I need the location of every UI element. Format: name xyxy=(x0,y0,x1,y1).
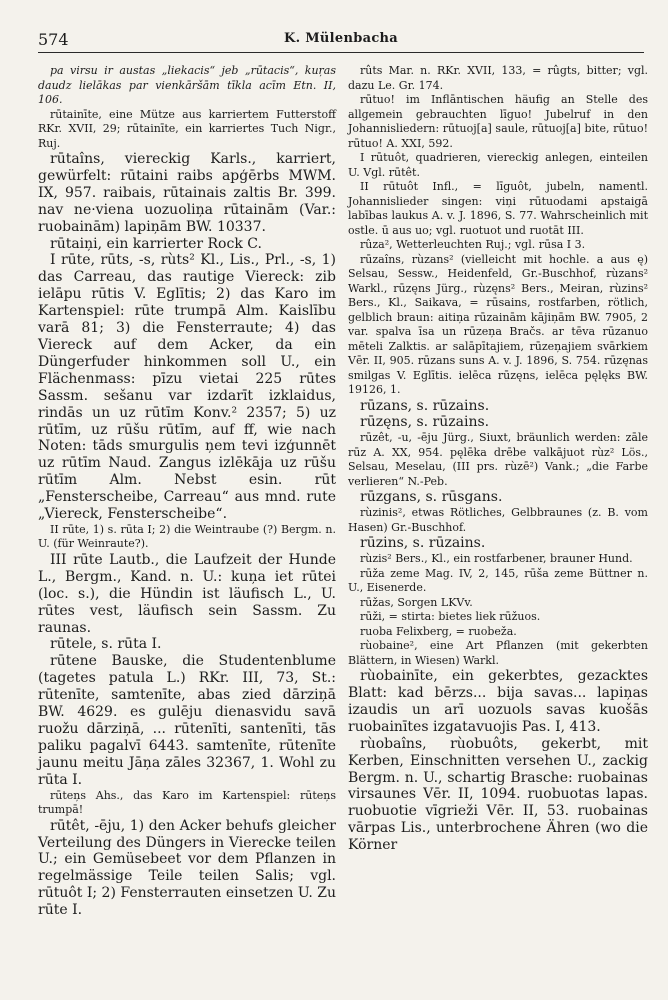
dictionary-entry: rūžas, Sorgen LKVv. xyxy=(360,595,473,609)
dictionary-entry: III rūte Lautb., die Laufzeit der Hunde L., Bergm., Kand. n. U.: kuņa iet rūtei (loc. s.), die Hündin ist läufisch L., U. rūtes vest, läufisch sein Sassm. Zu raunas. xyxy=(38,551,336,636)
page-header xyxy=(38,30,644,58)
dictionary-entry: rūža zeme Mag. IV, 2, 145, rūša zeme Büttner n. U., Eisenerde. xyxy=(348,566,648,595)
dictionary-entry: rūzęns, s. rūzains. xyxy=(360,414,490,431)
dictionary-entry: rūtene Bauske, die Studentenblume (tagetes patula L.) RKr. III, 73, St.: rūtenīte, samtenīte, abas zied dārziņā BW. 4629. es gulēju dienasvidu savā ruožu dārziņā, ... rūtenīti, santenīti, tās paliku pagalvī 6443. samtenīte, rūtenīte jaunu meitu Jāņa zāles 32367, 1. Wohl zu rūta I. xyxy=(38,653,336,788)
dictionary-entry: rūtaîns, viereckig Karls., karriert, gewürfelt: rūtaini raibs apģērbs MWM. IX, 957. raibais, rūtainais zaltis Br. 399. nav ne·viena uozuoliņa rūtainām (Var.: ruobainām) lapiņām BW. 10337. xyxy=(38,151,336,235)
dictionary-entry: I rūte, rūts, -s, rùts² Kl., Lis., Prl., -s, 1) das Carreau, das rautige Viereck: zib ielāpu rūtis V. Eglītis; 2) das Karo im Kartenspiel: rūte trumpā Alm. Kaislību varā 81; 3) die Fensterraute; 4) das Viereck auf dem Acker, da ein Düngerfuder hinkommen soll U., ein Flächenmass: pīzu vietai 225 rūtes Sassm. sešanu var izdarīt izklaidus, rindās un uz rūtīm Konv.² 2357; 5) uz rūtīm, uz rūšu rūtīm, auf ff, wie nach Noten: tāds smurgulis ņem tevi izģunnēt uz rūtīm Naud. Zangus izlēkāja uz rūšu rūtīm Alm. Nebst esin. rūt „Fensterscheibe, Carreau“ aus mnd. rute „Viereck, Fensterscheibe“. xyxy=(38,252,336,523)
dictionary-entry: rûza², Wetterleuchten Ruj.; vgl. rūsa I 3. xyxy=(360,238,586,251)
dictionary-entry: rùobaine², eine Art Pflanzen (mit gekerbten Blättern, in Wiesen) Warkl. xyxy=(348,639,648,667)
dictionary-entry: rùobaîns, rùobuôts, gekerbt, mit Kerben, Einschnitten versehen U., zackig Bergm. n. U., schartig Brasche: ruobainas virsaunes Vēr. II, 1094. ruobuotas lapas. ruobuotie vīgrieži Vēr. II, 53. ruobainas vārpas Lis., unterbrochene Ähren (wo die Körner xyxy=(348,735,648,854)
page-number: 574 xyxy=(38,30,69,49)
dictionary-entry: rūtainīte, eine Mütze aus karriertem Futterstoff RKr. XVII, 29; rūtainīte, ein karriertes Tuch Nigr., Ruj. xyxy=(38,107,336,150)
dictionary-entry: rūzans, s. rūzains. xyxy=(360,397,490,414)
left-column xyxy=(38,64,336,919)
dictionary-entry: rūzins, s. rūzains. xyxy=(360,535,486,552)
dictionary-entry: rūži, = stirta: bietes liek rūžuos. xyxy=(360,610,541,624)
dictionary-entry: rūzaîns, rùzans² (vielleicht mit hochle. a aus ę) Selsau, Sessw., Heidenfeld, Gr.-Buschhof, rùzans² Warkl., rūzęns Jürg., rùzęns² Bers., Meiran, rùzins² Bers., Kl., Saikava, = rūsains, rostfarben, rötlich, gelblich braun: aitiņa rūzainām kājiņām BW. 7905, 2 var. spalva īsa un rūzeņa Bračs. ar tēva rūzanuo mēteli Zalktis. ar salāpītajiem, rūzeņajiem svārkiem Vēr. II, 905. rūzans suns A. v. J. 1896, S. 754. rūzęnas smilgas V. Eglītis. ielēca rūzęns, ielēca pęlęks BW. 19126, 1. xyxy=(348,252,648,396)
header-rule xyxy=(38,52,644,53)
dictionary-entry: rûts Mar. n. RKr. XVII, 133, = rûgts, bitter; vgl. dazu Le. Gr. 174. xyxy=(348,64,648,92)
dictionary-entry: rūtuo! im Inflāntischen häufig an Stelle des allgemein gebrauchten līguo! Jubelruf in den Johannisliedern: rūtuoj[a] saule, rūtuoj[a] bite, rūtuo! rūtuo! A. XXI, 592. xyxy=(348,93,648,150)
dictionary-entry: pa virsu ir austas „liekacis“ jeb „rūtacis“, kuŗas daudz lielākas par vienkāršām tīkla acīm Etn. II, 106. xyxy=(38,64,336,106)
running-head: K. Mülenbacha xyxy=(283,31,399,46)
dictionary-entry: rūzêt, -u, -ēju Jürg., Siuxt, bräunlich werden: zāle rūz A. XX, 954. pęlēka drēbe valkājuot rùz² Lös., Selsau, Meselau, (III prs. rùzē²) Vank.; „die Farbe verlieren“ N.-Peb. xyxy=(348,431,648,488)
dictionary-entry: rūteņs Ahs., das Karo im Kartenspiel: rūteņs trumpā! xyxy=(38,788,336,817)
dictionary-entry: II rūte, 1) s. rūta I; 2) die Weintraube (?) Bergm. n. U. (für Weinraute?). xyxy=(38,522,336,551)
dictionary-entry: rùzis² Bers., Kl., ein rostfarbener, brauner Hund. xyxy=(360,552,633,566)
dictionary-entry: rùzinis², etwas Rötliches, Gelbbraunes (z. B. vom Hasen) Gr.-Buschhof. xyxy=(348,506,648,534)
dictionary-entry: rūtaiņi, ein karrierter Rock C. xyxy=(50,235,262,252)
dictionary-entry: rùobainīte, ein gekerbtes, gezacktes Blatt: kad bērzs... bija savas... lapiņas izaudis un arī uozuols savas kuošās ruobainītes izgatavuojis Pas. I, 413. xyxy=(348,668,648,735)
dictionary-entry: rūtele, s. rūta I. xyxy=(50,636,162,653)
dictionary-entry: rūzgans, s. rūsgans. xyxy=(360,489,503,506)
right-column xyxy=(348,64,648,854)
dictionary-entry: ruoba Felixberg, = ruobeža. xyxy=(360,624,517,638)
dictionary-entry: II rūtuôt Infl., = līguôt, jubeln, namentl. Johannislieder singen: viņi rūtuodami apstaigā labības laukus A. v. J. 1896, S. 77. Wahrscheinlich mit ostle. ū aus uo; vgl. ruotuot und ruotāt III. xyxy=(348,180,648,237)
dictionary-entry: rūtêt, -ēju, 1) den Acker behufs gleicher Verteilung des Düngers in Vierecke teilen U.; ein Gemüsebeet vor dem Pflanzen in regelmässige Teile teilen Salis; vgl. rūtuôt I; 2) Fensterrauten einsetzen U. Zu rūte I. xyxy=(38,817,337,919)
dictionary-entry: I rūtuôt, quadrieren, viereckig anlegen, einteilen U. Vgl. rūtêt. xyxy=(348,151,648,179)
